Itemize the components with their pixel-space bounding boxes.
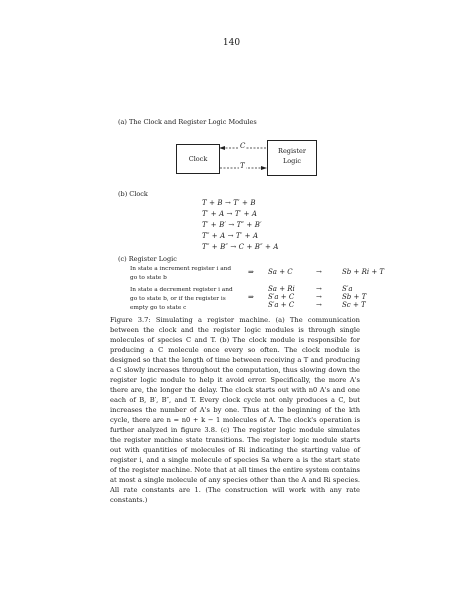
logic-row-2-lhs-2: S′a + C (268, 293, 295, 301)
t-arrow-head (261, 166, 267, 170)
logic-row-2-lhs-1: Sa + Ri (268, 285, 295, 293)
t-label: T (240, 162, 245, 170)
clock-reaction-1: T + B → T′ + B (202, 199, 256, 207)
clock-reaction-2: T′ + A → T′ + A (202, 210, 258, 218)
logic-row-2-arrow-2: → (316, 293, 322, 301)
logic-row-2-arrow-3: → (316, 301, 322, 309)
clock-reaction-5: T″ + B″ → C + B″ + A (202, 243, 279, 251)
module-diagram (172, 138, 327, 178)
logic-row-1-arrow-1: → (316, 268, 322, 276)
logic-row-2-rhs-1: S′a (342, 285, 353, 293)
c-arrow-head (219, 146, 225, 150)
diagram-arrows (172, 138, 327, 178)
logic-row-2-arrow-1: → (316, 285, 322, 293)
register-logic-label-line2: Logic (282, 157, 302, 165)
figure-caption: Figure 3.7: Simulating a register machine. (a) The communication between the clock and the register logic modules is through single molecules of species C and T. (b) The clock module is responsible for producing a C molecule once every so often. The clock module is designed so that the length of time between receiving a T and producing a C slowly increases throughout the computation, thus slowing down the register logic module to help it avoid error. Specifically, the more A's there are, the longer the delay. The clock starts out with n0 A's and one each of B, B′, B″, and T. Every clock cycle not only produces a C, but increases the number of A's by one. Thus at the beginning of the kth cycle, there are n = n0 + k − 1 molecules of A. The clock's operation is further analyzed in figure 3.8. (c) The register logic module simulates the register machine state transitions. The register logic module starts out with quantities of molecules of Ri indicating the starting value of register i, and a single molecule of species Sa where a is the start state of the register machine. Note that at all times the entire system contains at most a single molecule of any species other than the A and Ri species. All rate constants are 1. (The construction will work with any rate constants.) (110, 316, 360, 504)
section-a-label: (a) The Clock and Register Logic Modules (118, 118, 257, 126)
logic-row-2-rhs-3: Sc + T (342, 301, 366, 309)
logic-row-1-text: In state a increment register i and go to state b (130, 266, 232, 281)
page-number: 140 (222, 38, 241, 48)
section-c-label: (c) Register Logic (118, 255, 177, 263)
logic-row-2-lhs-3: S′a + C (268, 301, 295, 309)
c-label: C (240, 142, 246, 150)
register-logic-label-line1: Register (278, 147, 306, 155)
logic-row-1-implies: ⇒ (248, 268, 254, 276)
logic-row-2-text: In state a decrement register i and go to state b, or if the register is empty go to state c (130, 287, 233, 311)
logic-row-2-implies: ⇒ (248, 293, 254, 301)
logic-row-2-rhs-2: Sb + T (342, 293, 367, 301)
clock-box-label: Clock (188, 155, 208, 163)
section-b-label: (b) Clock (118, 190, 148, 198)
clock-reaction-4: T″ + A → T′ + A (202, 232, 259, 240)
logic-row-1-rhs-1: Sb + Ri + T (342, 268, 385, 276)
clock-reaction-3: T′ + B′ → T″ + B′ (202, 221, 262, 229)
logic-row-1-lhs-1: Sa + C (268, 268, 293, 276)
